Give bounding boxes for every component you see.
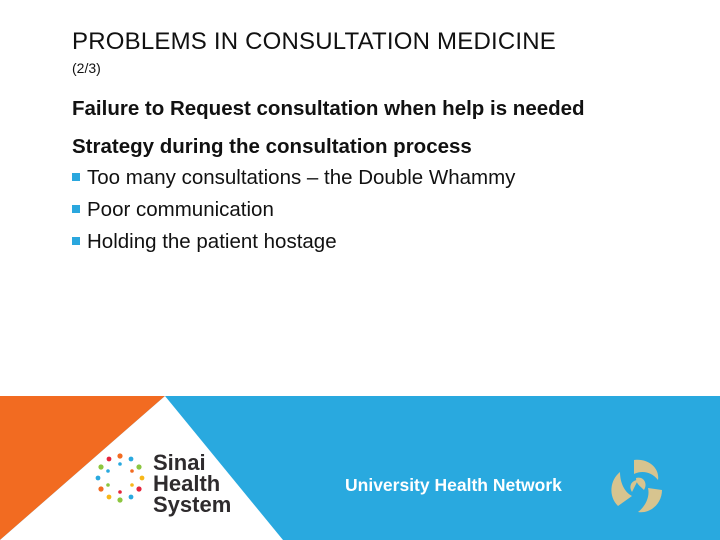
square-bullet-icon: [72, 237, 80, 245]
logo-line: Sinai: [153, 450, 206, 475]
square-bullet-icon: [72, 205, 80, 213]
sinai-logo-wordmark: [153, 452, 231, 515]
uhn-swirl-logo-icon: [606, 454, 670, 518]
slide-subtitle: (2/3): [72, 60, 101, 76]
paragraph-failure-to-request: Failure to Request consultation when help is needed: [72, 97, 585, 120]
bullet-item: [72, 161, 632, 193]
bullet-text: Too many consultations – the Double Whammy: [87, 165, 516, 189]
slide-body: [72, 94, 632, 257]
paragraph-strategy: Strategy during the consultation process: [72, 135, 472, 158]
logo-line: Health: [153, 471, 221, 496]
sinai-flower-logo-icon: [90, 448, 150, 508]
bullet-item: [72, 225, 632, 257]
bullet-text: Holding the patient hostage: [87, 229, 337, 253]
square-bullet-icon: [72, 173, 80, 181]
bullet-list: [72, 161, 632, 257]
uhn-label: University Health Network: [345, 475, 562, 495]
logo-line: System: [153, 492, 232, 517]
bullet-item: [72, 193, 632, 225]
slide-title: PROBLEMS IN CONSULTATION MEDICINE: [72, 28, 556, 55]
bullet-text: Poor communication: [87, 197, 274, 221]
